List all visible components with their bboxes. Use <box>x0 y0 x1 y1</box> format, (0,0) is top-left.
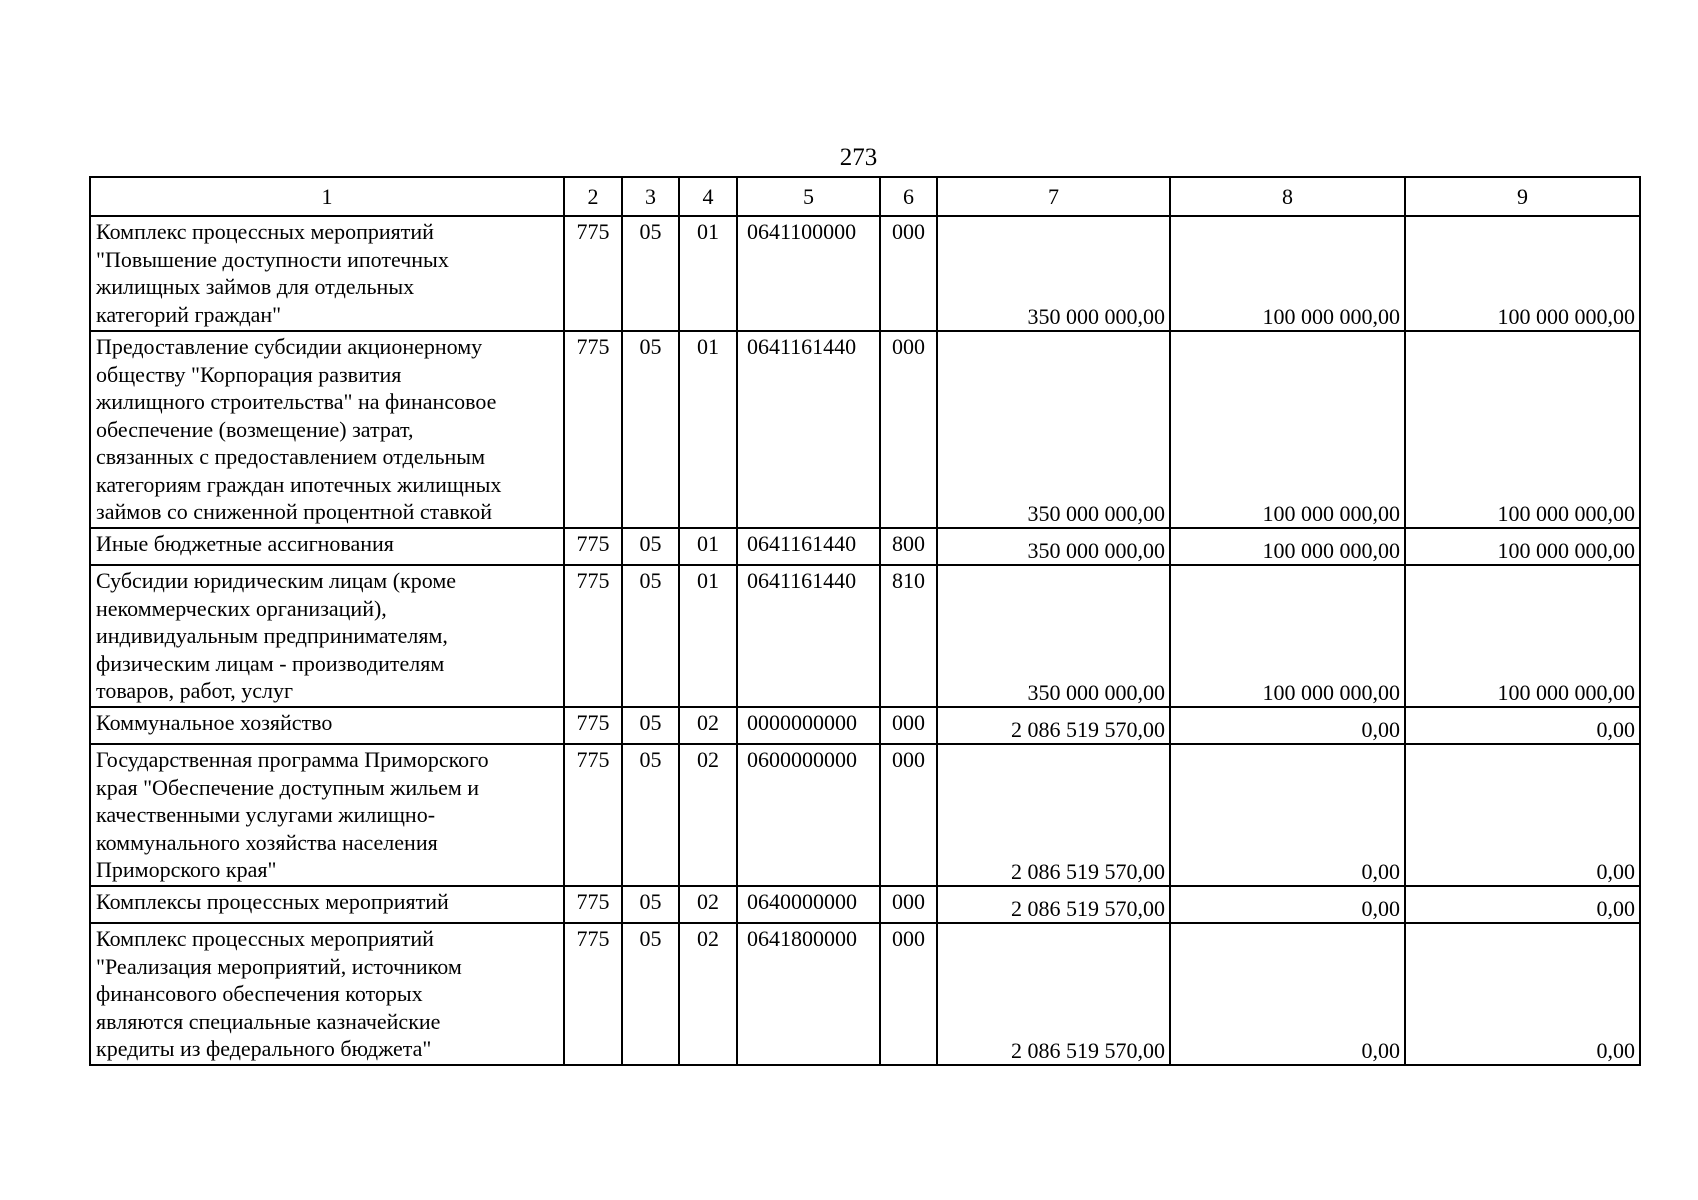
description-line: категорий граждан" <box>96 301 282 327</box>
description-line: края "Обеспечение доступным жильем и <box>96 774 480 800</box>
expense-type-code: 800 <box>880 528 937 565</box>
description-line: обществу "Корпорация развития <box>96 361 402 387</box>
subsection-code: 02 <box>679 923 737 1065</box>
header-cell-6: 6 <box>880 177 937 216</box>
subsection-code: 01 <box>679 331 737 528</box>
amount-col-8: 100 000 000,00 <box>1170 565 1405 707</box>
target-article-code: 0641161440 <box>737 331 880 528</box>
section-code: 05 <box>622 707 679 744</box>
header-cell-5: 5 <box>737 177 880 216</box>
amount-col-7: 350 000 000,00 <box>937 528 1170 565</box>
description-line: категориям граждан ипотечных жилищных <box>96 471 502 497</box>
description-line: кредиты из федерального бюджета" <box>96 1036 432 1061</box>
amount-col-8: 100 000 000,00 <box>1170 216 1405 331</box>
description-line: Комплекс процессных мероприятий <box>96 926 434 951</box>
description-line: займов со сниженной процентной ставкой <box>96 499 492 524</box>
ministry-code: 775 <box>564 216 622 331</box>
table-row <box>90 923 1640 1065</box>
header-cell-7: 7 <box>937 177 1170 216</box>
section-code: 05 <box>622 331 679 528</box>
header-cell-3: 3 <box>622 177 679 216</box>
subsection-code: 02 <box>679 744 737 886</box>
amount-col-9: 0,00 <box>1405 886 1640 923</box>
description-line: "Повышение доступности ипотечных <box>96 246 449 272</box>
target-article-code: 0000000000 <box>737 707 880 744</box>
subsection-code: 01 <box>679 528 737 565</box>
description-line: Иные бюджетные ассигнования <box>96 531 394 556</box>
header-cell-8: 8 <box>1170 177 1405 216</box>
ministry-code: 775 <box>564 528 622 565</box>
table-row <box>90 565 1640 707</box>
table-row <box>90 216 1640 331</box>
amount-col-9: 100 000 000,00 <box>1405 528 1640 565</box>
amount-col-8: 0,00 <box>1170 923 1405 1065</box>
header-cell-9: 9 <box>1405 177 1640 216</box>
amount-col-9: 0,00 <box>1405 923 1640 1065</box>
expense-type-code: 000 <box>880 744 937 886</box>
table-row <box>90 707 1640 744</box>
description-line: товаров, работ, услуг <box>96 678 293 703</box>
subsection-code: 01 <box>679 216 737 331</box>
subsection-code: 02 <box>679 886 737 923</box>
description-line: индивидуальным предпринимателям, <box>96 623 448 648</box>
row-description <box>90 331 564 528</box>
ministry-code: 775 <box>564 923 622 1065</box>
target-article-code: 0641100000 <box>737 216 880 331</box>
ministry-code: 775 <box>564 744 622 886</box>
row-description <box>90 744 564 886</box>
amount-col-9: 0,00 <box>1405 744 1640 886</box>
amount-col-8: 0,00 <box>1170 744 1405 886</box>
amount-col-7: 2 086 519 570,00 <box>937 886 1170 923</box>
amount-col-7: 2 086 519 570,00 <box>937 744 1170 886</box>
table-row <box>90 528 1640 565</box>
amount-col-7: 350 000 000,00 <box>937 216 1170 331</box>
description-line: физическим лицам - производителям <box>96 650 445 676</box>
description-line: обеспечение (возмещение) затрат, <box>96 416 414 442</box>
row-description <box>90 216 564 331</box>
row-description <box>90 707 564 744</box>
table-row <box>90 331 1640 528</box>
description-line: связанных с предоставлением отдельным <box>96 444 485 469</box>
description-line: Коммунальное хозяйство <box>96 710 333 735</box>
section-code: 05 <box>622 528 679 565</box>
amount-col-8: 0,00 <box>1170 886 1405 923</box>
row-description <box>90 923 564 1065</box>
expense-type-code: 000 <box>880 707 937 744</box>
row-description <box>90 886 564 923</box>
amount-col-7: 2 086 519 570,00 <box>937 707 1170 744</box>
budget-table <box>89 176 1641 1066</box>
expense-type-code: 810 <box>880 565 937 707</box>
row-description <box>90 565 564 707</box>
page-number: 273 <box>839 144 878 171</box>
ministry-code: 775 <box>564 565 622 707</box>
subsection-code: 01 <box>679 565 737 707</box>
ministry-code: 775 <box>564 886 622 923</box>
header-cell-2: 2 <box>564 177 622 216</box>
amount-col-8: 100 000 000,00 <box>1170 528 1405 565</box>
description-line: коммунального хозяйства населения <box>96 829 438 855</box>
target-article-code: 0641161440 <box>737 565 880 707</box>
target-article-code: 0641161440 <box>737 528 880 565</box>
amount-col-8: 100 000 000,00 <box>1170 331 1405 528</box>
header-cell-4: 4 <box>679 177 737 216</box>
amount-col-7: 350 000 000,00 <box>937 565 1170 707</box>
description-line: являются специальные казначейские <box>96 1008 441 1034</box>
description-line: жилищных займов для отдельных <box>96 274 415 299</box>
section-code: 05 <box>622 565 679 707</box>
description-line: качественными услугами жилищно- <box>96 802 436 827</box>
description-line: Комплекс процессных мероприятий <box>96 219 434 244</box>
expense-type-code: 000 <box>880 331 937 528</box>
subsection-code: 02 <box>679 707 737 744</box>
table-row <box>90 886 1640 923</box>
description-line: финансового обеспечения которых <box>96 981 423 1006</box>
expense-type-code: 000 <box>880 923 937 1065</box>
description-line: Комплексы процессных мероприятий <box>96 889 449 914</box>
description-line: Государственная программа Приморского <box>96 747 489 772</box>
target-article-code: 0600000000 <box>737 744 880 886</box>
amount-col-8: 0,00 <box>1170 707 1405 744</box>
ministry-code: 775 <box>564 707 622 744</box>
section-code: 05 <box>622 923 679 1065</box>
target-article-code: 0641800000 <box>737 923 880 1065</box>
table-row <box>90 744 1640 886</box>
description-line: жилищного строительства" на финансовое <box>96 389 497 414</box>
description-line: Предоставление субсидии акционерному <box>96 334 483 359</box>
target-article-code: 0640000000 <box>737 886 880 923</box>
amount-col-7: 350 000 000,00 <box>937 331 1170 528</box>
ministry-code: 775 <box>564 331 622 528</box>
expense-type-code: 000 <box>880 216 937 331</box>
description-line: Субсидии юридическим лицам (кроме <box>96 568 457 593</box>
amount-col-9: 0,00 <box>1405 707 1640 744</box>
expense-type-code: 000 <box>880 886 937 923</box>
amount-col-9: 100 000 000,00 <box>1405 331 1640 528</box>
section-code: 05 <box>622 216 679 331</box>
section-code: 05 <box>622 744 679 886</box>
amount-col-7: 2 086 519 570,00 <box>937 923 1170 1065</box>
header-cell-1: 1 <box>90 177 564 216</box>
header-row <box>90 177 1640 216</box>
description-line: Приморского края" <box>96 857 277 882</box>
row-description <box>90 528 564 565</box>
description-line: некоммерческих организаций), <box>96 595 387 621</box>
amount-col-9: 100 000 000,00 <box>1405 565 1640 707</box>
section-code: 05 <box>622 886 679 923</box>
amount-col-9: 100 000 000,00 <box>1405 216 1640 331</box>
description-line: "Реализация мероприятий, источником <box>96 953 462 979</box>
